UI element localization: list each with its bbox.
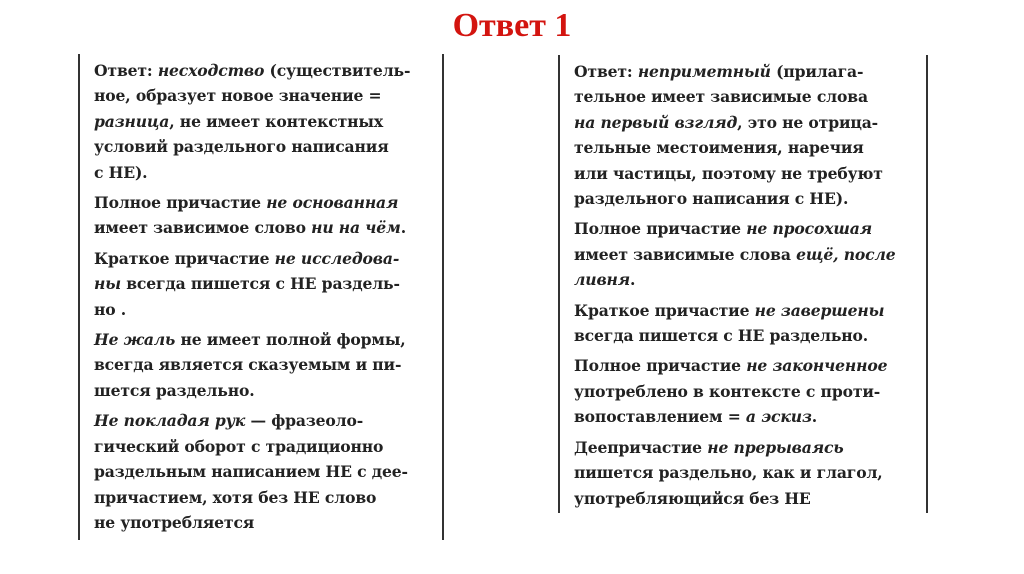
text-run: Ответ:	[94, 61, 158, 80]
italic-term: на первый взгляд	[574, 112, 738, 132]
answer-paragraph	[574, 435, 926, 511]
italic-term: Не жаль	[94, 330, 176, 350]
italic-term: а эскиз	[745, 407, 812, 427]
answer-paragraph	[574, 298, 926, 349]
text-run: Краткое причастие	[574, 300, 755, 320]
text-run: Деепричастие	[574, 437, 708, 457]
text-run: , не имеет контекстных условий раздельного написания с НЕ).	[94, 111, 389, 182]
italic-term: не прерываясь	[707, 437, 844, 457]
italic-term: Не покладая рук	[94, 411, 246, 431]
answer-paragraph	[574, 353, 926, 429]
answer-paragraph	[94, 190, 442, 241]
slide-title: Ответ 1	[452, 7, 572, 44]
text-run: всегда пишется с НЕ раздельно.	[574, 326, 869, 346]
text-run: употреблено в контексте с проти- вопоставлением =	[574, 381, 881, 427]
text-run: имеет зависимое слово	[94, 218, 306, 238]
text-run: .	[400, 218, 406, 238]
italic-term: не просохшая	[746, 219, 872, 239]
italic-term: разница	[94, 111, 170, 131]
answer-paragraph	[94, 327, 442, 403]
text-run: пишется раздельно, как и глагол, употребляющийся без НЕ	[574, 463, 883, 508]
answer-paragraph	[574, 59, 926, 211]
text-run: имеет зависимые слова	[574, 244, 791, 264]
text-run: .	[630, 270, 636, 290]
text-run: Полное причастие	[574, 356, 747, 376]
italic-term: не законченное	[746, 356, 888, 376]
text-run: .	[811, 407, 818, 427]
text-run: , это не отрица- тельные местоимения, наречия или частицы, поэтому не требуют раздельного написания с НЕ).	[574, 112, 883, 209]
italic-term: не завершены	[754, 300, 885, 320]
answer-card-left	[78, 54, 444, 540]
text-run: (существитель- ное, образует новое значение =	[94, 61, 411, 106]
italic-term: неприметный	[637, 62, 771, 81]
text-run: всегда пишется с НЕ раздель- но .	[94, 274, 400, 319]
text-run: — фразеоло- гический оборот с традиционно раздельным написанием НЕ с дее- причастием, хотя без НЕ слово не употребляется	[94, 411, 408, 532]
text-run: (прилага- тельное имеет зависимые слова	[574, 62, 868, 107]
text-run: Ответ:	[574, 62, 638, 81]
answer-paragraph	[94, 246, 442, 322]
italic-term: ни на чём	[311, 218, 401, 238]
text-run: Краткое причастие	[94, 248, 275, 268]
answer-paragraph	[574, 216, 926, 292]
italic-term: не исследова- ны	[94, 248, 400, 294]
italic-term: ещё, после ливня	[574, 244, 896, 290]
answer-paragraph	[94, 408, 442, 535]
answer-card-right	[558, 55, 928, 513]
text-run: Полное причастие	[574, 219, 747, 239]
answer-paragraph	[94, 58, 442, 185]
text-run: Полное причастие	[94, 193, 267, 213]
text-run: не имеет полной формы, всегда является сказуемым и пи- шется раздельно.	[94, 330, 406, 400]
italic-term: несходство	[157, 61, 265, 80]
italic-term: не основанная	[266, 193, 399, 213]
